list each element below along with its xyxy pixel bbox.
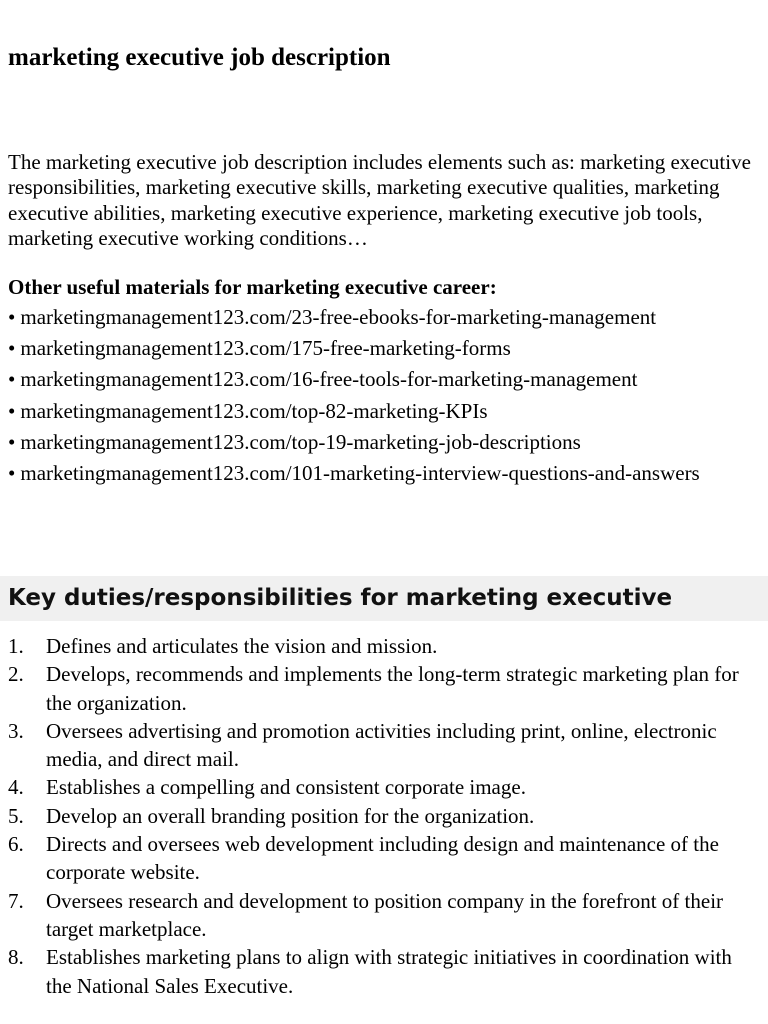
list-item: [8, 773, 760, 801]
item-number: 4.: [8, 775, 24, 800]
materials-heading: Other useful materials for marketing executive career:: [8, 275, 497, 299]
list-item: [8, 305, 760, 330]
list-item: [8, 660, 760, 717]
duties-list: [8, 632, 760, 1000]
list-item: [8, 717, 760, 774]
item-text: Develop an overall branding position for the organization.: [46, 803, 535, 828]
item-number: 5.: [8, 803, 24, 828]
item-number: 6.: [8, 832, 24, 857]
material-link[interactable]: marketingmanagement123.com/101-marketing-interview-questions-and-answers: [20, 461, 700, 486]
list-item: [8, 830, 760, 887]
item-text: Oversees advertising and promotion activities including print, online, electronic media, and direct mail.: [46, 718, 717, 772]
bullet: •: [8, 429, 16, 454]
page-title: marketing executive job description: [8, 44, 391, 71]
item-number: 8.: [8, 945, 24, 970]
duties-heading-band: [0, 576, 768, 621]
bullet: •: [8, 367, 16, 392]
list-item: [8, 399, 760, 424]
list-item: [8, 367, 760, 392]
list-item: [8, 430, 760, 455]
material-link[interactable]: marketingmanagement123.com/top-82-marketing-KPIs: [20, 398, 488, 423]
material-link[interactable]: marketingmanagement123.com/top-19-marketing-job-descriptions: [20, 429, 581, 454]
bullet: •: [8, 336, 16, 361]
materials-list: [8, 305, 760, 492]
item-number: 7.: [8, 888, 24, 913]
list-item: [8, 802, 760, 830]
item-text: Establishes a compelling and consistent corporate image.: [46, 775, 526, 800]
item-text: Develops, recommends and implements the long-term strategic marketing plan for the organization.: [46, 662, 739, 715]
list-item: [8, 887, 760, 944]
material-link[interactable]: marketingmanagement123.com/175-free-marketing-forms: [20, 336, 511, 361]
item-number: 1.: [8, 634, 24, 658]
bullet: •: [8, 305, 16, 329]
material-link[interactable]: marketingmanagement123.com/23-free-ebooks-for-marketing-management: [20, 305, 657, 329]
item-text: Directs and oversees web development including design and maintenance of the corporate website.: [46, 832, 719, 885]
bullet: •: [8, 398, 16, 423]
bullet: •: [8, 461, 16, 486]
item-number: 2.: [8, 662, 24, 687]
list-item: [8, 632, 760, 660]
item-text: Oversees research and development to position company in the forefront of their target marketplace.: [46, 888, 724, 941]
list-item: [8, 461, 760, 486]
item-text: Establishes marketing plans to align with strategic initiatives in coordination with the National Sales Executive.: [46, 945, 732, 998]
duties-heading: Key duties/responsibilities for marketing executive: [8, 585, 673, 611]
item-text: Defines and articulates the vision and mission.: [46, 634, 438, 658]
item-number: 3.: [8, 718, 24, 743]
list-item: [8, 336, 760, 361]
material-link[interactable]: marketingmanagement123.com/16-free-tools-for-marketing-management: [20, 367, 638, 392]
list-item: [8, 943, 760, 1000]
intro-paragraph: The marketing executive job description includes elements such as: marketing executive responsibilities, marketing executive skills, marketing executive qualities, marketing executive abilities, marketing executive experience, marketing executive job tools, marketing executive working conditions…: [8, 150, 751, 251]
